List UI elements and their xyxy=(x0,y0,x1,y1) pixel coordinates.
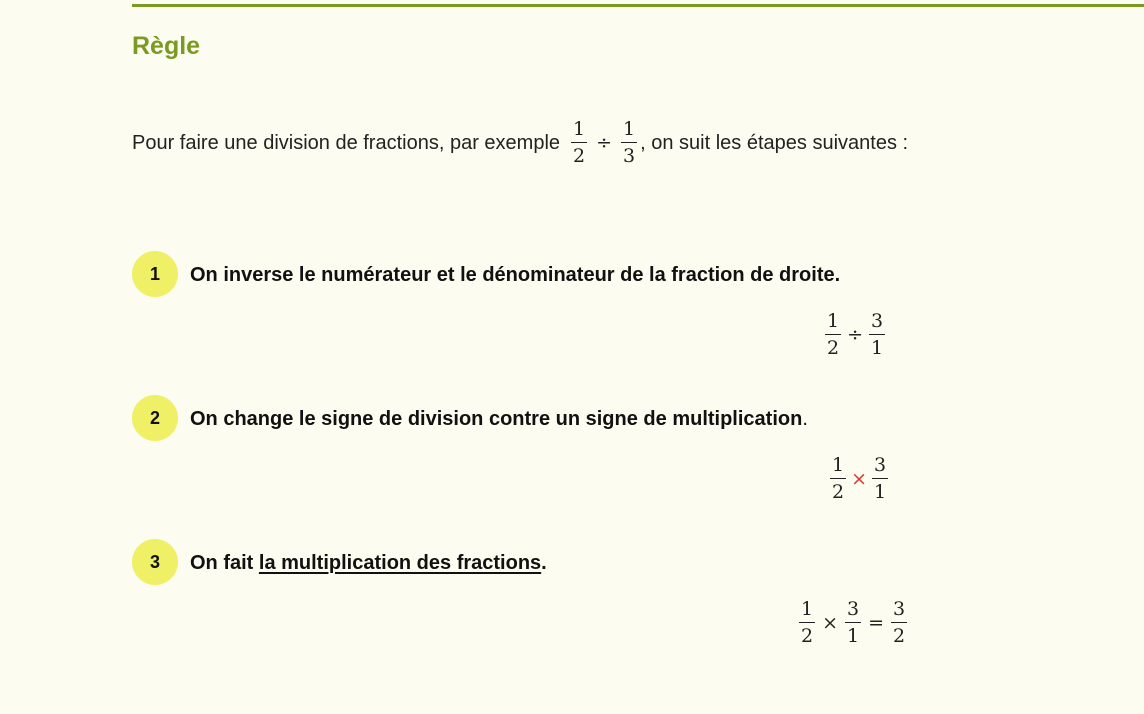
division-operator: ÷ xyxy=(596,132,613,154)
step-1-math xyxy=(822,312,888,358)
step-1-badge: 1 xyxy=(132,251,178,297)
intro-fraction-right xyxy=(621,120,637,166)
step-3-text-suffix: . xyxy=(541,552,547,574)
fraction-numerator: 1 xyxy=(799,600,815,623)
multiplication-operator: × xyxy=(822,612,839,634)
fraction-denominator: 3 xyxy=(623,145,636,167)
fraction-numerator: 3 xyxy=(845,600,861,623)
multiplication-operator-highlighted: × xyxy=(851,468,868,490)
fraction-numerator: 3 xyxy=(869,312,885,335)
intro-fraction-left xyxy=(571,120,587,166)
step-3-text-before: On fait xyxy=(190,552,259,574)
fraction-denominator: 2 xyxy=(832,481,845,503)
fraction-denominator: 1 xyxy=(874,481,887,503)
step-2-text-main: On change le signe de division contre un signe de multiplication xyxy=(190,408,803,430)
step-3-fraction-left xyxy=(799,600,815,646)
step-1-fraction-right xyxy=(869,312,885,358)
fraction-numerator: 1 xyxy=(571,120,587,143)
equals-sign: = xyxy=(868,612,885,634)
step-3-badge: 3 xyxy=(132,539,178,585)
intro-text-before: Pour faire une division de fractions, par exemple xyxy=(132,131,561,154)
fraction-denominator: 2 xyxy=(893,625,906,647)
step-1-text: On inverse le numérateur et le dénominateur de la fraction de droite. xyxy=(190,264,841,286)
fraction-denominator: 2 xyxy=(827,337,840,359)
step-2-text xyxy=(190,408,808,431)
step-3-math xyxy=(796,600,910,646)
fraction-denominator: 1 xyxy=(847,625,860,647)
fraction-numerator: 1 xyxy=(621,120,637,143)
fraction-numerator: 1 xyxy=(825,312,841,335)
section-top-rule xyxy=(132,4,1144,7)
intro-paragraph xyxy=(132,113,908,173)
step-1-fraction-left xyxy=(825,312,841,358)
step-2-text-suffix: . xyxy=(802,408,808,430)
step-3-fraction-right xyxy=(845,600,861,646)
step-3-fraction-result xyxy=(891,600,907,646)
multiplication-fractions-link[interactable]: la multiplication des fractions xyxy=(258,552,542,574)
step-2-fraction-right xyxy=(872,456,888,502)
step-2-math xyxy=(827,456,891,502)
fraction-denominator: 2 xyxy=(801,625,814,647)
fraction-numerator: 1 xyxy=(830,456,846,479)
step-2-fraction-left xyxy=(830,456,846,502)
step-2-badge: 2 xyxy=(132,395,178,441)
step-3-text xyxy=(190,552,547,575)
fraction-denominator: 1 xyxy=(871,337,884,359)
division-operator: ÷ xyxy=(847,324,864,346)
fraction-denominator: 2 xyxy=(573,145,586,167)
intro-text-after: , on suit les étapes suivantes : xyxy=(640,131,909,154)
fraction-numerator: 3 xyxy=(872,456,888,479)
fraction-numerator: 3 xyxy=(891,600,907,623)
section-title: Règle xyxy=(132,32,201,60)
